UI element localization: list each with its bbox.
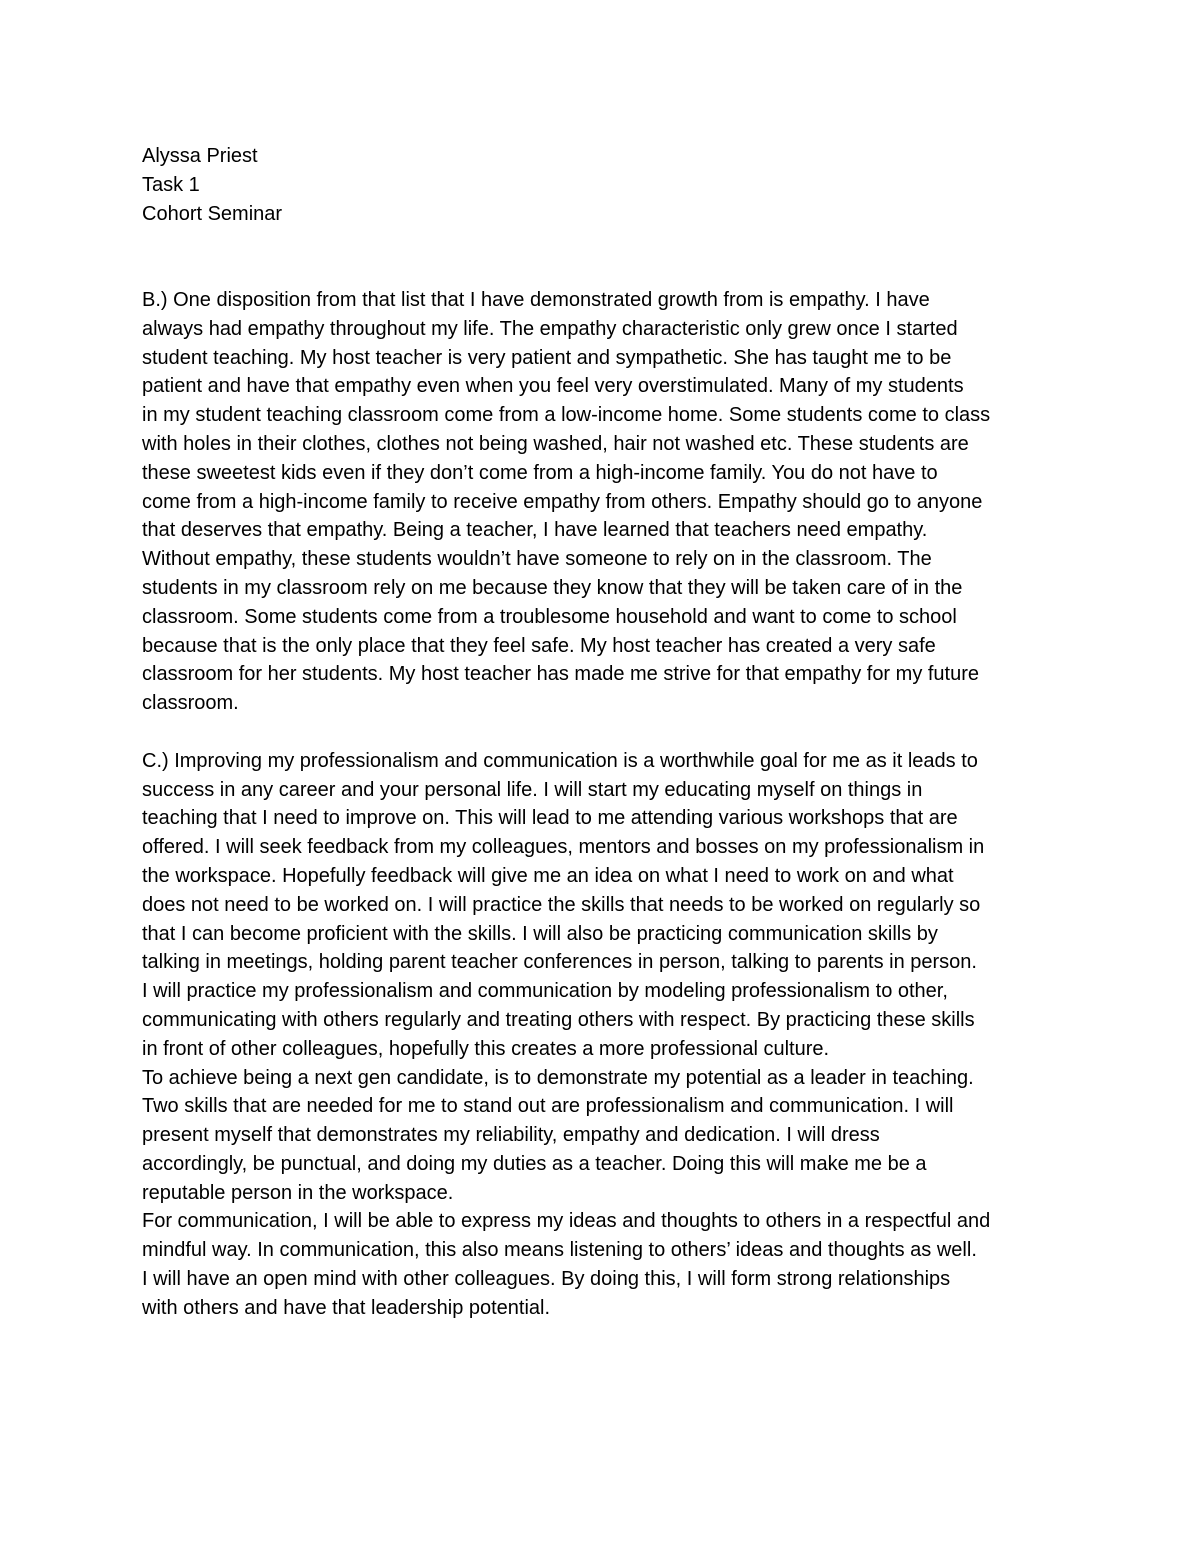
text-line: Without empathy, these students wouldn’t have someone to rely on in the classroom. The	[142, 548, 932, 571]
text-line: offered. I will seek feedback from my colleagues, mentors and bosses on my professionalism in	[142, 836, 985, 859]
text-line: these sweetest kids even if they don’t come from a high-income family. You do not have to	[142, 461, 938, 484]
document-page	[142, 142, 1062, 1323]
header-spacer	[142, 228, 1062, 286]
text-line: come from a high-income family to receive empathy from others. Empathy should go to anyone	[142, 490, 983, 513]
text-line: with others and have that leadership potential.	[142, 1296, 551, 1319]
text-line: teaching that I need to improve on. This will lead to me attending various workshops that are	[142, 807, 958, 830]
text-line: always had empathy throughout my life. The empathy characteristic only grew once I started	[142, 317, 958, 340]
text-line: I will have an open mind with other colleagues. By doing this, I will form strong relationships	[142, 1268, 951, 1291]
text-line: patient and have that empathy even when you feel very overstimulated. Many of my students	[142, 375, 964, 398]
text-line: does not need to be worked on. I will practice the skills that needs to be worked on regularly so	[142, 893, 981, 916]
text-line: success in any career and your personal life. I will start my educating myself on things in	[142, 778, 923, 801]
course-name: Cohort Seminar	[142, 202, 283, 225]
text-line: For communication, I will be able to express my ideas and thoughts to others in a respectful and	[142, 1210, 991, 1233]
text-line: that deserves that empathy. Being a teacher, I have learned that teachers need empathy.	[142, 519, 928, 542]
paragraph-spacer	[142, 718, 1062, 747]
text-line: classroom for her students. My host teacher has made me strive for that empathy for my future	[142, 663, 980, 686]
text-line: with holes in their clothes, clothes not being washed, hair not washed etc. These students are	[142, 432, 969, 455]
section-b-paragraph	[142, 286, 1062, 718]
text-line: present myself that demonstrates my reliability, empathy and dedication. I will dress	[142, 1124, 880, 1147]
author-name: Alyssa Priest	[142, 145, 258, 167]
text-line: B.) One disposition from that list that I have demonstrated growth from is empathy. I have	[142, 288, 930, 311]
text-line: the workspace. Hopefully feedback will give me an idea on what I need to work on and what	[142, 864, 954, 887]
text-line: reputable person in the workspace.	[142, 1181, 454, 1204]
task-label: Task 1	[142, 173, 200, 196]
text-line: Two skills that are needed for me to stand out are professionalism and communication. I will	[142, 1095, 954, 1118]
text-line: talking in meetings, holding parent teacher conferences in person, talking to parents in person.	[142, 951, 977, 974]
text-line: mindful way. In communication, this also means listening to others’ ideas and thoughts as well.	[142, 1239, 977, 1262]
text-line: classroom. Some students come from a troublesome household and want to come to school	[142, 605, 957, 628]
text-line: To achieve being a next gen candidate, is to demonstrate my potential as a leader in teaching.	[142, 1066, 974, 1089]
section-c-paragraph	[142, 747, 1062, 1323]
text-line: because that is the only place that they feel safe. My host teacher has created a very safe	[142, 634, 936, 657]
text-line: student teaching. My host teacher is very patient and sympathetic. She has taught me to be	[142, 346, 952, 369]
text-line: communicating with others regularly and treating others with respect. By practicing these skills	[142, 1008, 975, 1031]
text-line: C.) Improving my professionalism and communication is a worthwhile goal for me as it leads to	[142, 749, 978, 772]
text-line: that I can become proficient with the skills. I will also be practicing communication skills by	[142, 922, 938, 945]
text-line: classroom.	[142, 692, 239, 715]
text-line: students in my classroom rely on me because they know that they will be taken care of in the	[142, 576, 963, 599]
text-line: in my student teaching classroom come from a low-income home. Some students come to class	[142, 404, 991, 427]
document-header	[142, 142, 1062, 228]
text-line: I will practice my professionalism and communication by modeling professionalism to other,	[142, 980, 948, 1003]
text-line: in front of other colleagues, hopefully this creates a more professional culture.	[142, 1037, 830, 1060]
text-line: accordingly, be punctual, and doing my duties as a teacher. Doing this will make me be a	[142, 1152, 927, 1175]
